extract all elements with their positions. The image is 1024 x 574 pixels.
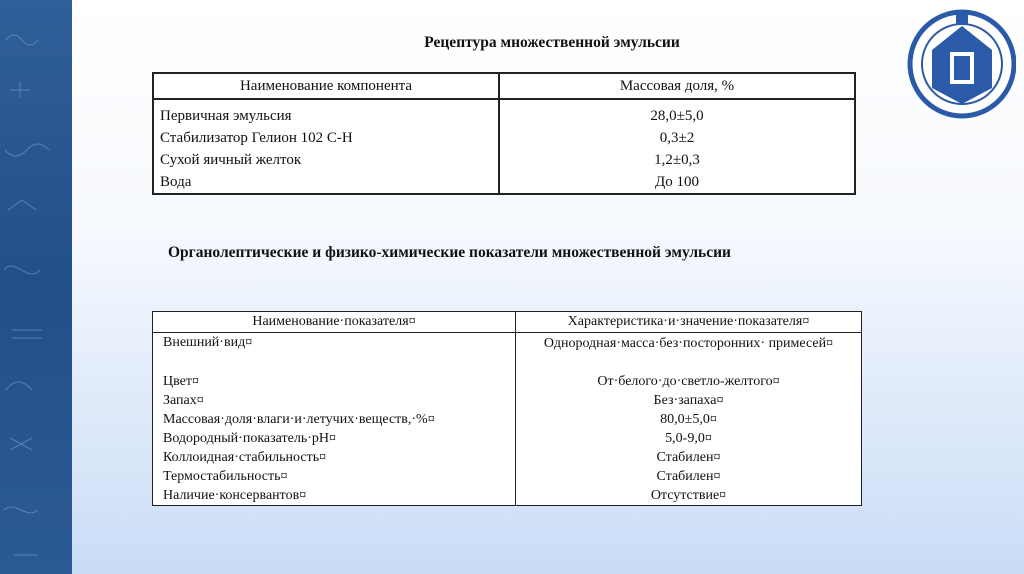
indicators-table xyxy=(152,311,862,506)
table-row xyxy=(153,171,855,194)
indicator-name: Коллоидная·стабильность¤ xyxy=(163,450,327,465)
table-row xyxy=(153,372,862,391)
table-row xyxy=(153,127,855,149)
math-formulas-pattern xyxy=(0,0,72,574)
table-row xyxy=(153,486,862,506)
indicator-value: Без·запаха¤ xyxy=(516,391,862,410)
indicator-value: Однородная·масса·без·посторонних· примесей¤ xyxy=(516,333,862,373)
mass-fraction: 28,0±5,0 xyxy=(499,99,855,127)
indicator-name: Наличие·консервантов¤ xyxy=(163,488,307,503)
column-header: Характеристика·и·значение·показателя¤ xyxy=(516,312,862,333)
indicator-name: Цвет¤ xyxy=(163,374,199,389)
indicator-name: Термостабильность¤ xyxy=(163,469,288,484)
component-name: Сухой яичный желток xyxy=(160,152,302,168)
mass-fraction: 1,2±0,3 xyxy=(499,149,855,171)
university-emblem-icon xyxy=(904,4,1016,126)
column-header: Наименование·показателя¤ xyxy=(153,312,516,333)
indicator-value: Отсутствие¤ xyxy=(516,486,862,506)
indicator-value: 80,0±5,0¤ xyxy=(516,410,862,429)
table-header-row xyxy=(153,312,862,333)
indicator-value: Стабилен¤ xyxy=(516,448,862,467)
indicator-name: Массовая·доля·влаги·и·летучих·веществ,·%¤ xyxy=(163,412,435,427)
table-row xyxy=(153,333,862,373)
indicator-name: Внешний·вид¤ xyxy=(163,335,253,350)
table-row xyxy=(153,149,855,171)
table-row xyxy=(153,467,862,486)
indicator-name: Водородный·показатель·рН¤ xyxy=(163,431,336,446)
indicator-value: От·белого·до·светло-желтого¤ xyxy=(516,372,862,391)
component-name: Стабилизатор Гелион 102 С-Н xyxy=(160,130,353,146)
mass-fraction: 0,3±2 xyxy=(499,127,855,149)
mass-fraction: До 100 xyxy=(499,171,855,194)
recipe-table xyxy=(152,72,856,195)
indicators-title: Органолептические и физико-химические показатели множественной эмульсии xyxy=(168,244,731,261)
table-row xyxy=(153,448,862,467)
table-row xyxy=(153,429,862,448)
component-name: Вода xyxy=(160,174,192,190)
table-row xyxy=(153,99,855,127)
table-row xyxy=(153,391,862,410)
component-name: Первичная эмульсия xyxy=(160,108,292,124)
table-row xyxy=(153,410,862,429)
indicator-name: Запах¤ xyxy=(163,393,204,408)
table-header-row xyxy=(153,73,855,99)
indicator-value: 5,0-9,0¤ xyxy=(516,429,862,448)
sidebar-decoration xyxy=(0,0,72,574)
column-header: Массовая доля, % xyxy=(499,73,855,99)
column-header: Наименование компонента xyxy=(153,73,499,99)
indicator-value: Стабилен¤ xyxy=(516,467,862,486)
recipe-title: Рецептура множественной эмульсии xyxy=(424,34,680,51)
